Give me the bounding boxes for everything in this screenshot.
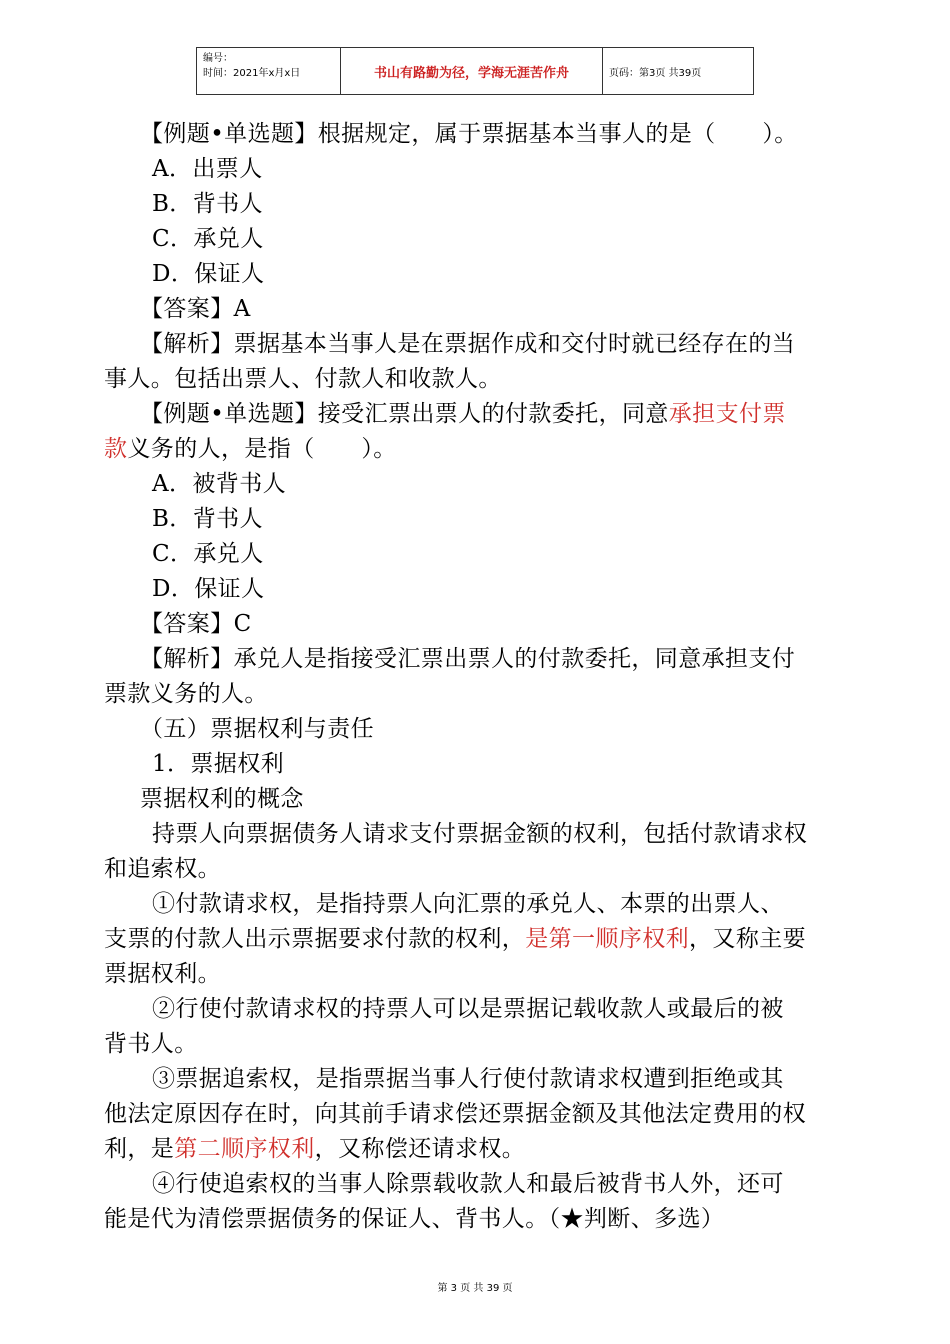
header-motto: 书山有路勤为径，学海无涯苦作舟 bbox=[341, 48, 603, 94]
text-line bbox=[104, 782, 854, 817]
text-span: D．保证人 bbox=[152, 576, 265, 602]
text-line bbox=[104, 152, 854, 187]
text-span: 背书人。 bbox=[104, 1031, 198, 1057]
text-line bbox=[104, 1167, 854, 1202]
text-line bbox=[104, 607, 854, 642]
text-line bbox=[104, 432, 854, 467]
text-line bbox=[104, 1062, 854, 1097]
text-span: A．出票人 bbox=[152, 156, 263, 182]
text-line bbox=[104, 887, 854, 922]
text-line bbox=[104, 712, 854, 747]
text-span: 【解析】票据基本当事人是在票据作成和交付时就已经存在的当 bbox=[140, 331, 796, 357]
highlighted-text: 承担支付票 bbox=[668, 401, 786, 427]
text-line bbox=[104, 397, 854, 432]
header-page-number: 页码：第3页 共39页 bbox=[609, 67, 702, 79]
text-line bbox=[104, 572, 854, 607]
text-span: ，又称主要 bbox=[689, 926, 807, 952]
text-span: C．承兑人 bbox=[152, 226, 264, 252]
text-span: ，又称偿还请求权。 bbox=[314, 1136, 526, 1162]
page-footer: 第 3 页 共 39 页 bbox=[437, 1283, 513, 1294]
text-span: 【答案】A bbox=[140, 296, 251, 322]
text-span: 义务的人，是指（ ）。 bbox=[127, 436, 397, 462]
text-span: ④行使追索权的当事人除票载收款人和最后被背书人外，还可 bbox=[152, 1171, 784, 1197]
text-span: 【解析】承兑人是指接受汇票出票人的付款委托，同意承担支付 bbox=[140, 646, 796, 672]
header-number: 编号： bbox=[203, 53, 233, 64]
text-line bbox=[104, 1097, 854, 1132]
text-line bbox=[104, 502, 854, 537]
text-span: 1．票据权利 bbox=[152, 751, 285, 777]
text-span: ①付款请求权，是指持票人向汇票的承兑人、本票的出票人、 bbox=[152, 891, 784, 917]
highlighted-text: 是第一顺序权利 bbox=[525, 926, 690, 952]
text-span: 利，是 bbox=[104, 1136, 175, 1162]
text-span: 票据权利的概念 bbox=[140, 786, 304, 812]
text-span: 票据权利。 bbox=[104, 961, 221, 987]
text-span: 【例题•单选题】接受汇票出票人的付款委托，同意 bbox=[140, 401, 669, 427]
highlighted-text: 第二顺序权利 bbox=[174, 1136, 315, 1162]
text-span: 他法定原因存在时，向其前手请求偿还票据金额及其他法定费用的权 bbox=[104, 1101, 806, 1127]
text-line bbox=[104, 327, 854, 362]
text-span: B．背书人 bbox=[152, 191, 263, 217]
text-line bbox=[104, 1202, 854, 1237]
text-line bbox=[104, 537, 854, 572]
text-span: A．被背书人 bbox=[152, 471, 287, 497]
text-line bbox=[104, 362, 854, 397]
text-line bbox=[104, 292, 854, 327]
text-line bbox=[104, 817, 854, 852]
document-body bbox=[104, 117, 854, 1237]
text-line bbox=[104, 677, 854, 712]
text-line bbox=[104, 957, 854, 992]
text-span: 事人。包括出票人、付款人和收款人。 bbox=[104, 366, 502, 392]
highlighted-text: 款 bbox=[104, 436, 128, 462]
text-span: ③票据追索权，是指票据当事人行使付款请求权遭到拒绝或其 bbox=[152, 1066, 784, 1092]
text-span: 能是代为清偿票据债务的保证人、背书人。（★判断、多选） bbox=[104, 1206, 725, 1232]
text-line bbox=[104, 992, 854, 1027]
text-span: 支票的付款人出示票据要求付款的权利， bbox=[104, 926, 526, 952]
text-line bbox=[104, 852, 854, 887]
text-line bbox=[104, 467, 854, 502]
text-line bbox=[104, 642, 854, 677]
text-span: 【答案】C bbox=[140, 611, 252, 637]
page-header bbox=[196, 47, 754, 95]
text-span: 票款义务的人。 bbox=[104, 681, 268, 707]
text-span: 持票人向票据债务人请求支付票据金额的权利，包括付款请求权 bbox=[152, 821, 808, 847]
text-line bbox=[104, 257, 854, 292]
text-line bbox=[104, 747, 854, 782]
header-meta bbox=[197, 48, 341, 94]
text-line bbox=[104, 187, 854, 222]
text-span: ②行使付款请求权的持票人可以是票据记载收款人或最后的被 bbox=[152, 996, 784, 1022]
header-date: 时间：2021年x月x日 bbox=[203, 68, 301, 79]
text-line bbox=[104, 222, 854, 257]
text-span: 【例题•单选题】根据规定，属于票据基本当事人的是（ ）。 bbox=[140, 121, 798, 147]
text-span: B．背书人 bbox=[152, 506, 263, 532]
text-span: D．保证人 bbox=[152, 261, 265, 287]
text-span: （五）票据权利与责任 bbox=[140, 716, 374, 742]
text-line bbox=[104, 1132, 854, 1167]
text-line bbox=[104, 1027, 854, 1062]
text-line bbox=[104, 117, 854, 152]
text-span: 和追索权。 bbox=[104, 856, 221, 882]
text-span: C．承兑人 bbox=[152, 541, 264, 567]
text-line bbox=[104, 922, 854, 957]
